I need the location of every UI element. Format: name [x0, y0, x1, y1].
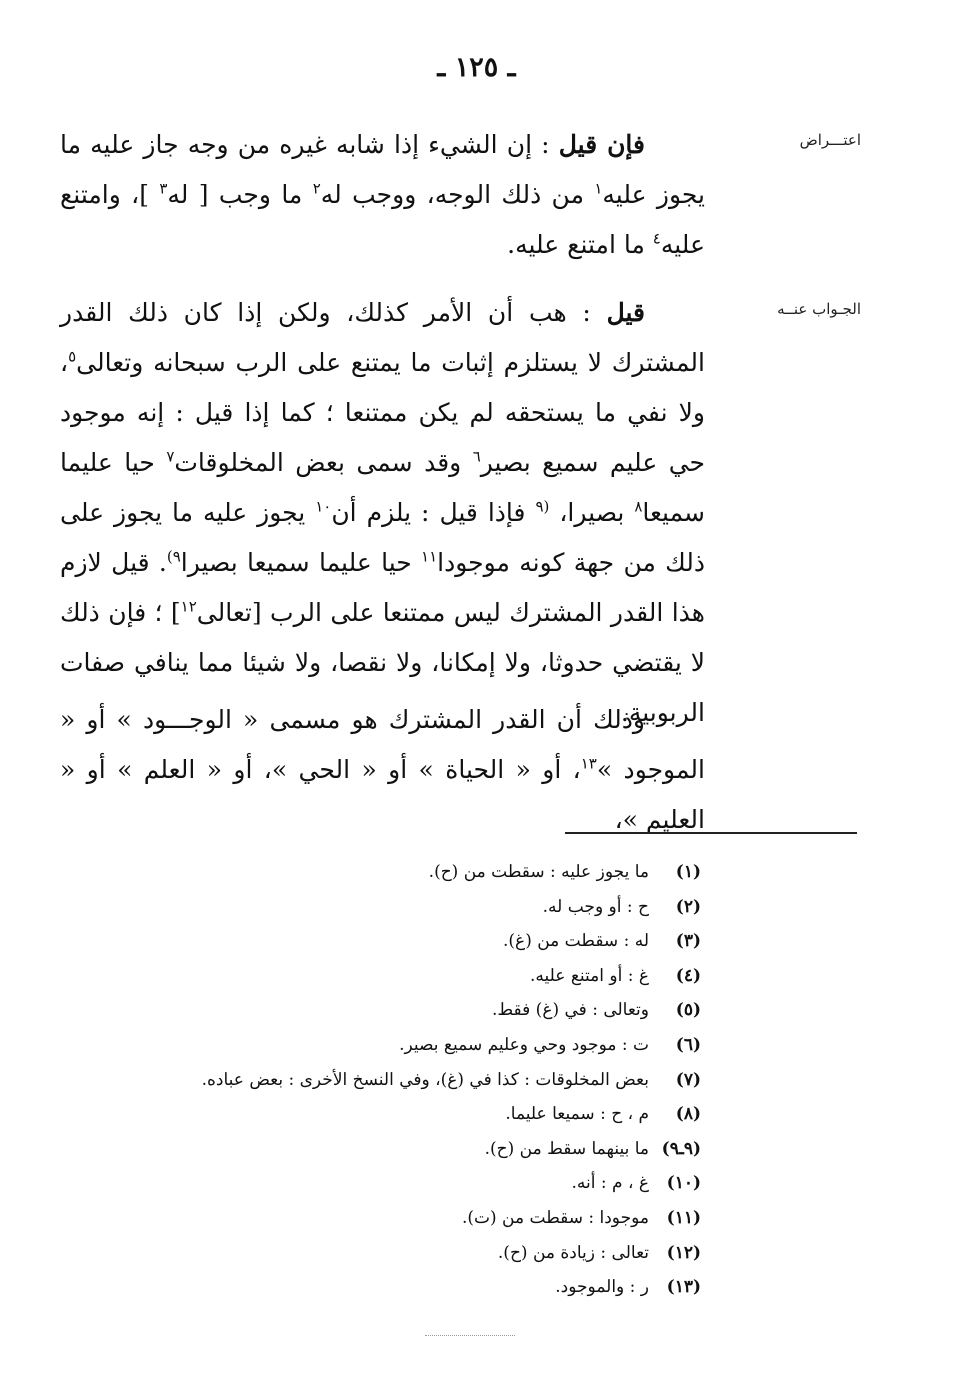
- footnote-ref: ٢: [312, 179, 321, 198]
- footnote-item: [101, 1063, 701, 1098]
- footnote-text: غ ، م : أنه.: [571, 1173, 649, 1194]
- footnote-text: ما يجوز عليه : سقطت من (ح).: [428, 862, 649, 882]
- text-segment: ، ولا نفي ما يستحقه لم يكن ممتنعا ؛ كما إذا قيل : إنه موجود حي عليم سميع بصير: [60, 348, 705, 477]
- footnote-number: (١٣): [666, 1277, 701, 1298]
- footnote-ref: ٦: [472, 447, 481, 466]
- footnote-separator: [565, 832, 857, 834]
- text-segment: : إن الشيء إذا شابه غيره من وجه جاز عليه ما يجوز عليه: [60, 130, 705, 209]
- text-segment: بصيرا،: [549, 498, 635, 527]
- footnote-ref: ٥: [68, 347, 77, 366]
- footnote-number: (٩ـ٩): [661, 1138, 701, 1159]
- paragraph-explanation: [60, 695, 705, 845]
- footnote-number: (٣): [675, 931, 701, 952]
- text-segment: ، أو « الحياة » أو « الحي »، أو « العلم » أو « العليم »،: [60, 755, 705, 834]
- paragraph-lead: فإن قيل: [558, 130, 645, 159]
- footnote-ref: ١٣: [580, 754, 597, 773]
- footnote-item: [101, 855, 701, 890]
- text-segment: وذلك أن القدر المشترك هو مسمى « الوجـــود » أو « الموجود »: [60, 705, 705, 784]
- footnote-ref: ٨: [634, 497, 643, 516]
- footnote-ref: ٤: [652, 229, 661, 248]
- footnote-text: غ : أو امتنع عليه.: [530, 965, 649, 986]
- text-segment: يجوز عليه ما يجوز على ذلك من جهة كونه موجودا: [60, 498, 706, 577]
- paragraph-objection: [60, 120, 705, 270]
- footnote-text: ر : والموجود.: [555, 1277, 649, 1298]
- footnote-item: [101, 1132, 701, 1167]
- footnote-number: (٧): [675, 1069, 701, 1090]
- footnote-number: (٥): [675, 1000, 701, 1021]
- footnote-item: [101, 1270, 701, 1305]
- footnote-number: (٦): [675, 1034, 701, 1055]
- footnote-number: (١٠): [666, 1173, 701, 1194]
- footnote-item: [101, 1236, 701, 1271]
- footnote-text: ح : أو وجب له.: [542, 896, 649, 917]
- footnote-item: [101, 993, 701, 1028]
- footnote-text: وتعالى : في (غ) فقط.: [492, 1000, 649, 1021]
- page-number: ـ ١٢٥ ـ: [437, 52, 516, 83]
- footnote-text: بعض المخلوقات : كذا في (غ)، وفي النسخ الأخرى : بعض عباده.: [201, 1069, 649, 1090]
- footnote-item: [101, 1166, 701, 1201]
- footnote-ref: ٩): [166, 547, 181, 566]
- footnote-item: [101, 1201, 701, 1236]
- scan-smudge: [425, 1335, 515, 1336]
- text-segment: وقد سمى بعض المخلوقات: [174, 448, 473, 477]
- footnote-number: (٢): [675, 896, 701, 917]
- footnote-number: (١): [675, 862, 701, 882]
- footnote-text: ت : موجود وحي وعليم سميع بصير.: [399, 1034, 649, 1055]
- footnote-ref: (٩: [535, 497, 550, 516]
- margin-note-objection: اعتـــراض: [799, 131, 861, 149]
- footnote-text: له : سقطت من (غ).: [503, 931, 649, 952]
- text-segment: حيا عليما سميعا بصيرا: [180, 548, 422, 577]
- paragraph-lead: قيل: [606, 298, 645, 327]
- footnote-item: [101, 959, 701, 994]
- footnote-text: تعالى : زيادة من (ح).: [497, 1242, 649, 1263]
- text-segment: فإذا قيل : يلزم أن: [331, 498, 536, 527]
- footnote-item: [101, 1097, 701, 1132]
- footnotes-list: [101, 855, 701, 1305]
- footnote-number: (١١): [666, 1207, 701, 1228]
- text-segment: حيا عليما سميعا: [60, 448, 705, 527]
- footnote-text: م ، ح : سميعا عليما.: [505, 1104, 649, 1125]
- footnote-text: موجودا : سقطت من (ت).: [461, 1207, 649, 1228]
- footnote-ref: ١٢: [180, 597, 197, 616]
- text-segment: ] ؛ فإن ذلك لا يقتضي حدوثا، ولا إمكانا، ولا نقصا، ولا شيئا مما ينافي صفات الربوبية.: [60, 598, 705, 727]
- text-segment: . قيل لازم هذا القدر المشترك ليس ممتنعا على الرب [تعالى: [60, 548, 705, 627]
- margin-note-answer: الجـواب عنــه: [777, 300, 861, 318]
- footnote-number: (٨): [675, 1104, 701, 1125]
- footnote-item: [101, 924, 701, 959]
- text-segment: من ذلك الوجه، ووجب له: [320, 180, 595, 209]
- footnote-ref: ١٠: [315, 497, 332, 516]
- paragraph-answer: [60, 288, 705, 738]
- footnote-ref: ٧: [166, 447, 175, 466]
- footnote-number: (١٢): [666, 1242, 701, 1263]
- text-segment: ما امتنع عليه.: [507, 230, 653, 259]
- text-segment: : هب أن الأمر كذلك، ولكن إذا كان ذلك القدر المشترك لا يستلزم إثبات ما يمتنع على الرب سبحانه وتعالى: [60, 298, 705, 377]
- footnote-text: ما بينهما سقط من (ح).: [484, 1138, 649, 1159]
- footnote-ref: ٣: [159, 179, 168, 198]
- footnote-item: [101, 1028, 701, 1063]
- footnote-item: [101, 890, 701, 925]
- text-segment: ]، وامتنع عليه: [60, 180, 705, 259]
- footnote-number: (٤): [675, 965, 701, 986]
- footnote-ref: ١١: [421, 547, 438, 566]
- text-segment: ما وجب [ له: [167, 180, 313, 209]
- footnote-ref: ١: [594, 179, 603, 198]
